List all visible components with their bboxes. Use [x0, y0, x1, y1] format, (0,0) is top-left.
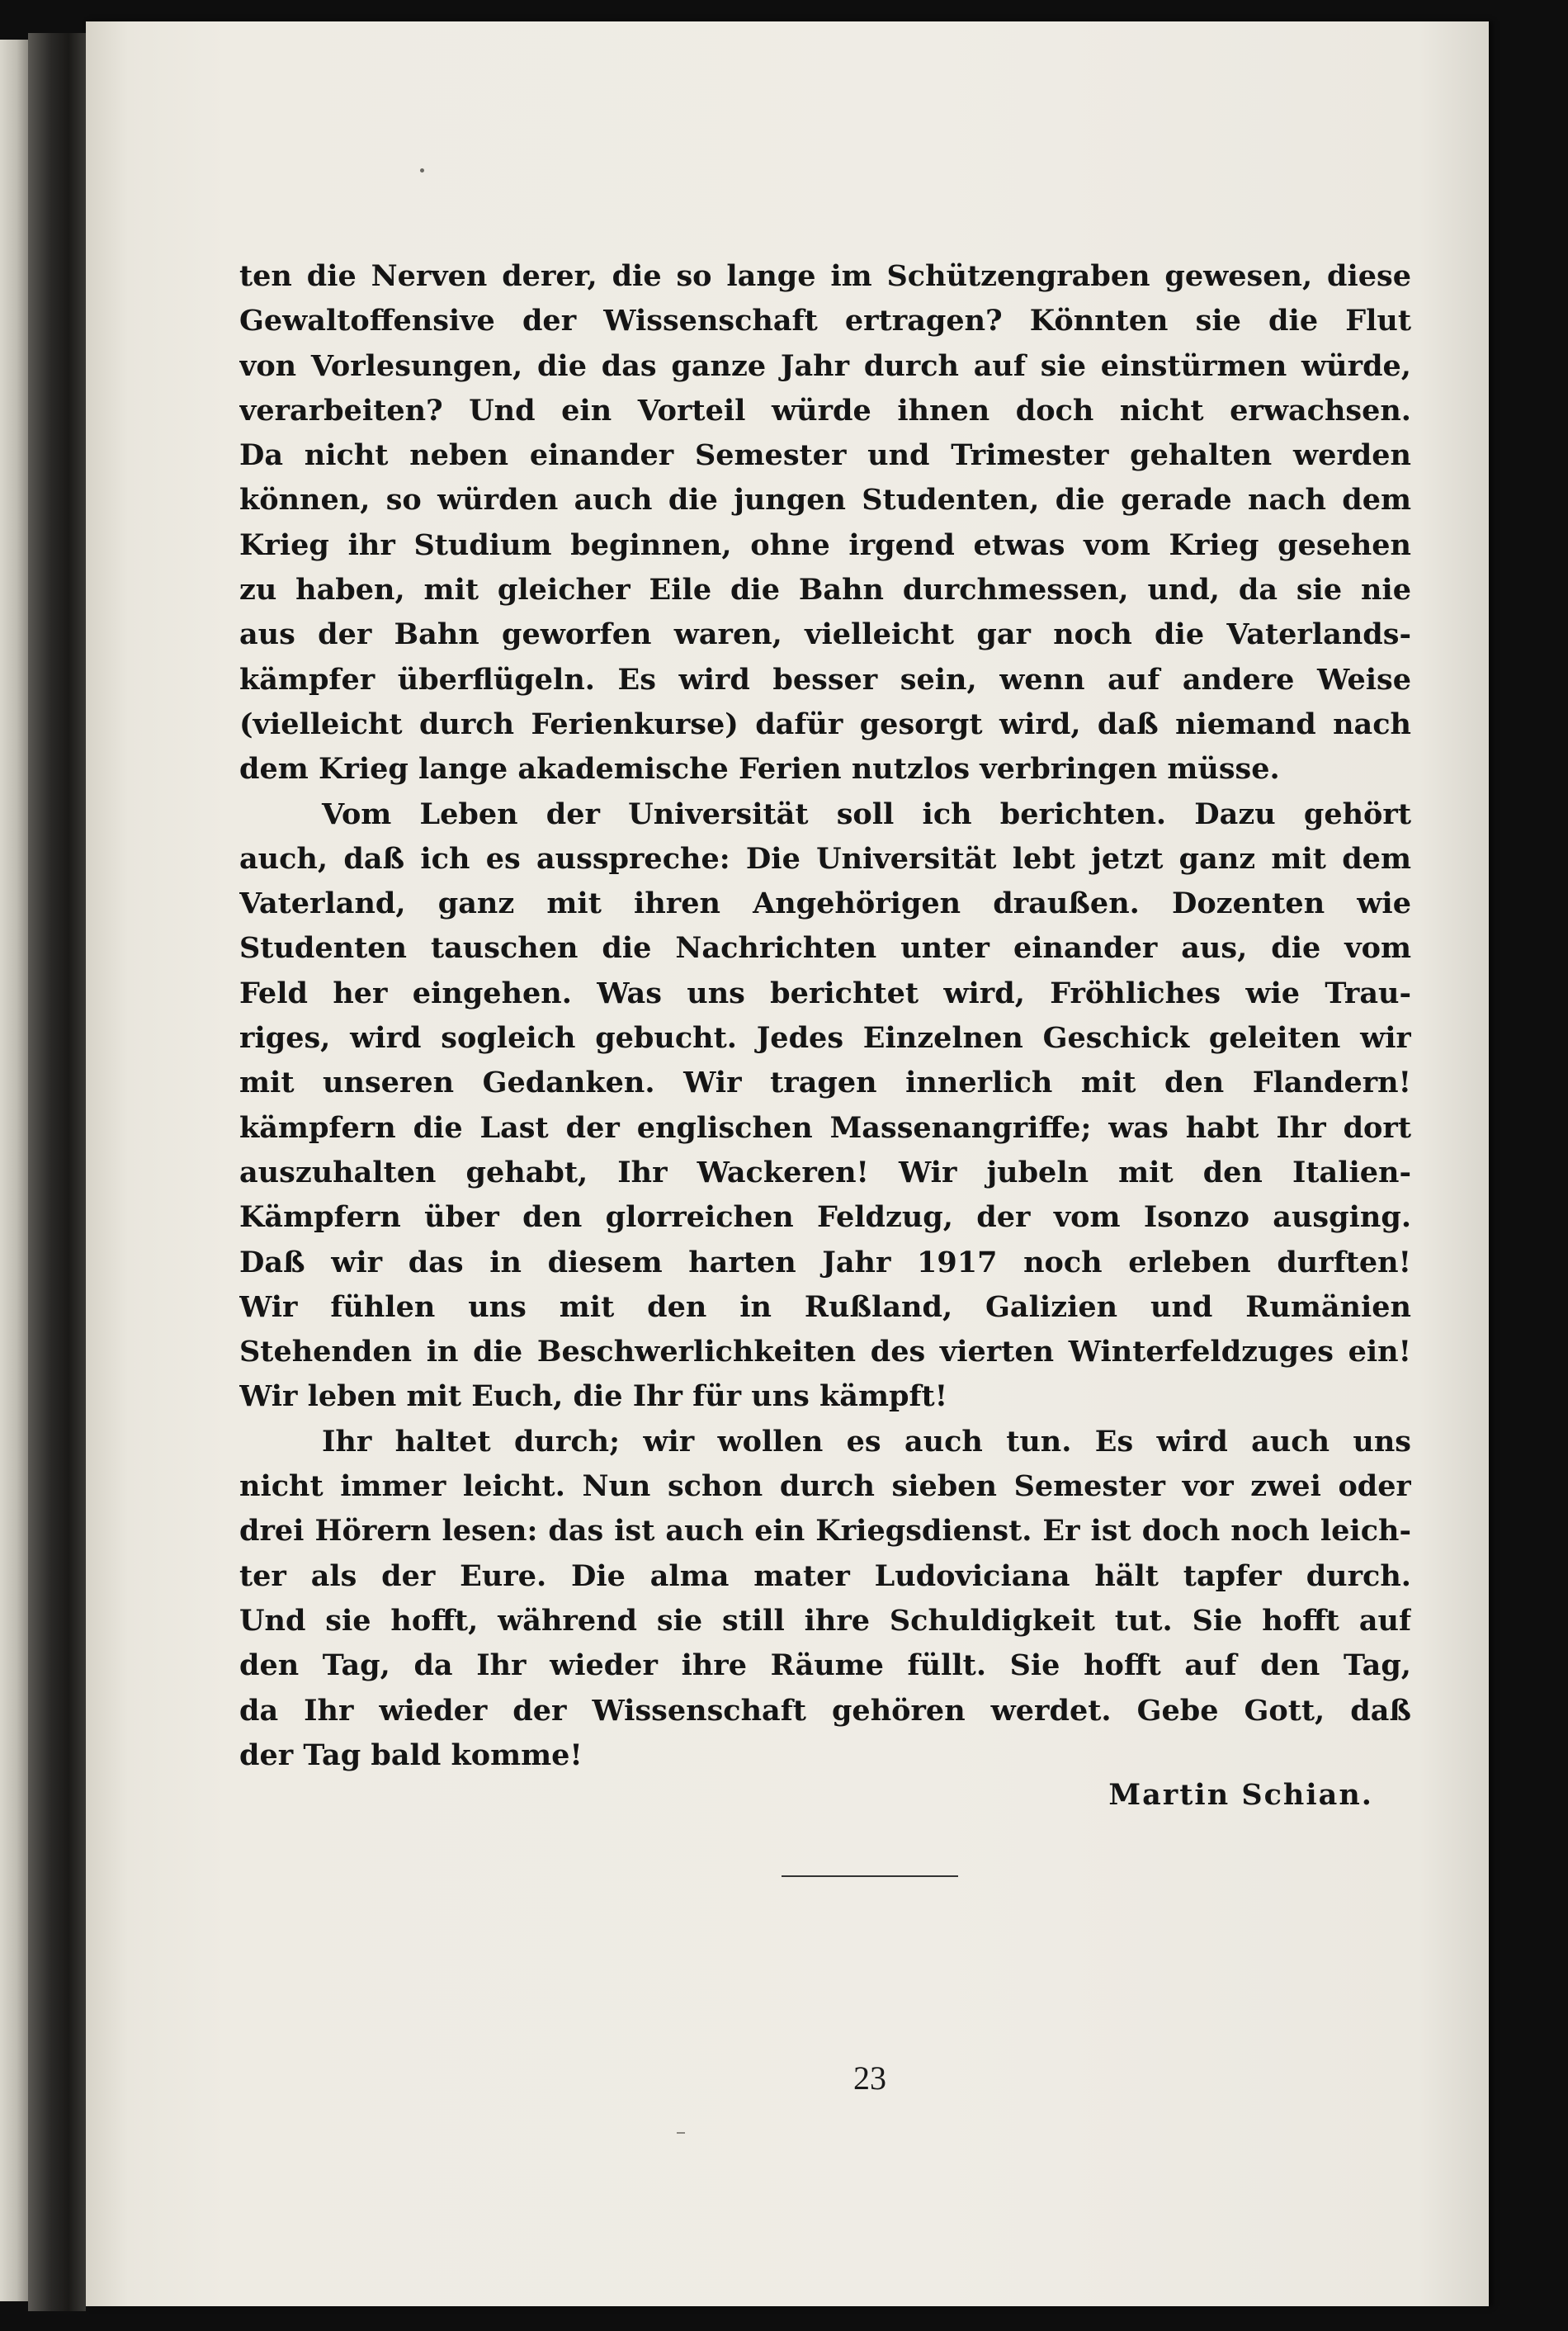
text-line: können, so würden auch die jungen Studenten, die gerade nach dem [239, 483, 1411, 518]
text-line: kämpfer überflügeln. Es wird besser sein, wenn auf andere Weise [239, 662, 1411, 697]
left-page-edge [0, 40, 28, 2301]
separator-rule [782, 1875, 958, 1877]
text-line: aus der Bahn geworfen waren, vielleicht gar noch die Vaterlands- [239, 617, 1411, 652]
book-gutter [28, 33, 86, 2311]
text-line: Da nicht neben einander Semester und Trimester gehalten werden [239, 438, 1411, 473]
text-line: da Ihr wieder der Wissenschaft gehören werdet. Gebe Gott, daß [239, 1693, 1411, 1728]
text-line: auszuhalten gehabt, Ihr Wackeren! Wir jubeln mit den Italien- [239, 1155, 1411, 1189]
text-line: Daß wir das in diesem harten Jahr 1917 noch erleben durften! [239, 1245, 1411, 1279]
book-page [86, 21, 1489, 2306]
text-line: (vielleicht durch Ferienkurse) dafür gesorgt wird, daß niemand nach [239, 707, 1411, 741]
text-line: Und sie hofft, während sie still ihre Schuldigkeit tut. Sie hofft auf [239, 1603, 1411, 1638]
text-line: kämpfern die Last der englischen Massenangriffe; was habt Ihr dort [239, 1110, 1411, 1145]
text-line: den Tag, da Ihr wieder ihre Räume füllt. Sie hofft auf den Tag, [239, 1648, 1411, 1683]
text-line: ter als der Eure. Die alma mater Ludoviciana hält tapfer durch. [239, 1558, 1411, 1593]
text-line: auch, daß ich es ausspreche: Die Universität lebt jetzt ganz mit dem [239, 841, 1411, 876]
text-line: Studenten tauschen die Nachrichten unter einander aus, die vom [239, 931, 1411, 966]
body-text [239, 254, 1411, 1778]
paper-speck [420, 168, 424, 173]
text-line: Ihr haltet durch; wir wollen es auch tun. Es wird auch uns [322, 1424, 1411, 1459]
text-line: Vom Leben der Universität soll ich berichten. Dazu gehört [322, 797, 1411, 831]
text-line: mit unseren Gedanken. Wir tragen innerlich mit den Flandern! [239, 1066, 1411, 1100]
text-line: Feld her eingehen. Was uns berichtet wird, Fröhliches wie Trau- [239, 976, 1411, 1010]
author-signature: Martin Schian. [1108, 1778, 1373, 1812]
text-line: von Vorlesungen, die das ganze Jahr durch auf sie einstürmen würde, [239, 348, 1411, 383]
text-line: Krieg ihr Studium beginnen, ohne irgend etwas vom Krieg gesehen [239, 527, 1411, 562]
text-line: ten die Nerven derer, die so lange im Schützengraben gewesen, diese [239, 259, 1411, 293]
text-line: Kämpfern über den glorreichen Feldzug, der vom Isonzo ausging. [239, 1200, 1411, 1235]
text-line: der Tag bald komme! [239, 1738, 583, 1772]
text-line: Wir leben mit Euch, die Ihr für uns kämpft! [239, 1379, 948, 1414]
paper-mark [677, 2132, 685, 2134]
text-line: Wir fühlen uns mit den in Rußland, Galizien und Rumänien [239, 1289, 1411, 1324]
text-line: nicht immer leicht. Nun schon durch sieben Semester vor zwei oder [239, 1469, 1411, 1504]
text-line: Gewaltoffensive der Wissenschaft ertragen? Könnten sie die Flut [239, 304, 1411, 338]
text-line: Vaterland, ganz mit ihren Angehörigen draußen. Dozenten wie [239, 887, 1411, 921]
page-number: 23 [853, 2059, 886, 2097]
text-line: verarbeiten? Und ein Vorteil würde ihnen doch nicht erwachsen. [239, 393, 1411, 428]
text-line: Stehenden in die Beschwerlichkeiten des vierten Winterfeldzuges ein! [239, 1335, 1411, 1369]
text-line: drei Hörern lesen: das ist auch ein Kriegsdienst. Er ist doch noch leich- [239, 1514, 1411, 1548]
text-line: zu haben, mit gleicher Eile die Bahn durchmessen, und, da sie nie [239, 573, 1411, 608]
text-line: riges, wird sogleich gebucht. Jedes Einzelnen Geschick geleiten wir [239, 1021, 1411, 1056]
text-line: dem Krieg lange akademische Ferien nutzlos verbringen müsse. [239, 752, 1280, 787]
